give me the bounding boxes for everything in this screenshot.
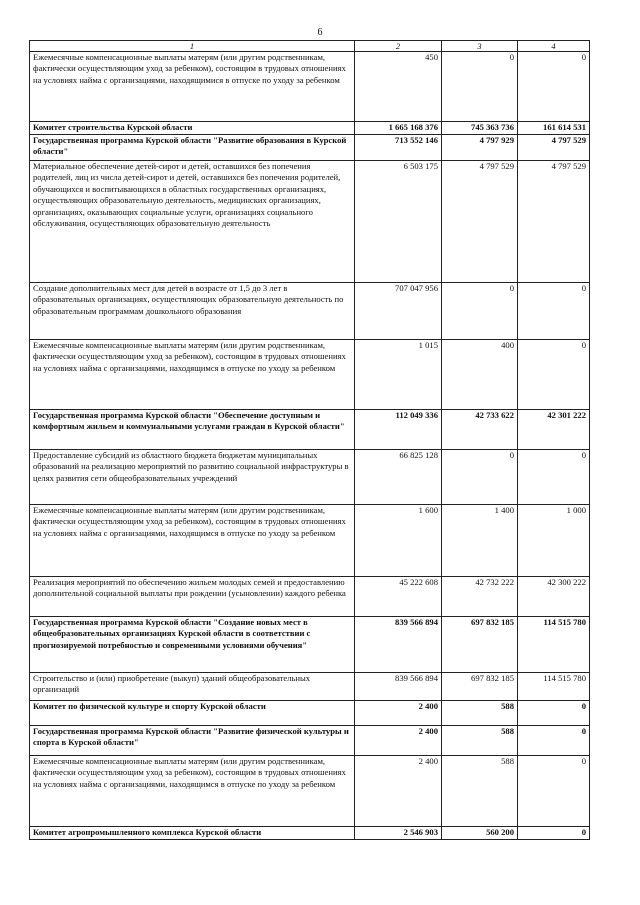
value-col4: 0 bbox=[518, 756, 590, 827]
column-header: 2 bbox=[355, 41, 442, 52]
value-col2: 1 015 bbox=[355, 340, 442, 410]
table-row bbox=[30, 450, 590, 505]
table-header-row bbox=[30, 41, 590, 52]
value-col3: 697 832 185 bbox=[442, 673, 518, 701]
row-description: Предоставление субсидий из областного бюджета бюджетам муниципальных образований на реализацию мероприятий по развитию социальной инфраструктуры в целях развития сети общеобразовательных учреждений bbox=[30, 450, 355, 505]
value-col3: 42 732 222 bbox=[442, 577, 518, 617]
table-row bbox=[30, 283, 590, 340]
value-col2: 2 400 bbox=[355, 756, 442, 827]
row-description: Государственная программа Курской области "Развитие образования в Курской области" bbox=[30, 135, 355, 161]
row-description: Создание дополнительных мест для детей в возрасте от 1,5 до 3 лет в образовательных организациях, осуществляющих образовательную деятельность по образовательным программам дошкольного образования bbox=[30, 283, 355, 340]
value-col2: 66 825 128 bbox=[355, 450, 442, 505]
value-col3: 588 bbox=[442, 756, 518, 827]
value-col4: 0 bbox=[518, 701, 590, 726]
row-description: Государственная программа Курской области "Создание новых мест в общеобразовательных организациях Курской области в соответствии с прогнозируемой потребностью и современными условиями обучения" bbox=[30, 617, 355, 673]
value-col2: 6 503 175 bbox=[355, 161, 442, 283]
value-col3: 4 797 929 bbox=[442, 135, 518, 161]
row-description: Комитет по физической культуре и спорту Курской области bbox=[30, 701, 355, 726]
value-col4: 4 797 529 bbox=[518, 135, 590, 161]
value-col4: 114 515 780 bbox=[518, 617, 590, 673]
value-col4: 0 bbox=[518, 827, 590, 840]
value-col4: 1 000 bbox=[518, 505, 590, 577]
row-description: Государственная программа Курской области "Развитие физической культуры и спорта в Курской области" bbox=[30, 726, 355, 756]
table-row bbox=[30, 122, 590, 135]
column-header: 1 bbox=[30, 41, 355, 52]
table-row bbox=[30, 340, 590, 410]
value-col2: 1 600 bbox=[355, 505, 442, 577]
value-col4: 0 bbox=[518, 450, 590, 505]
table-row bbox=[30, 673, 590, 701]
row-description: Государственная программа Курской области "Обеспечение доступным и комфортным жильем и коммунальными услугами граждан в Курской области" bbox=[30, 410, 355, 450]
value-col3: 400 bbox=[442, 340, 518, 410]
column-header: 3 bbox=[442, 41, 518, 52]
budget-table bbox=[29, 40, 590, 840]
value-col3: 697 832 185 bbox=[442, 617, 518, 673]
value-col3: 0 bbox=[442, 450, 518, 505]
row-description: Материальное обеспечение детей-сирот и детей, оставшихся без попечения родителей, лиц из числа детей-сирот и детей, оставшихся без попечения родителей, обучающихся и воспитывающихся в областных государственных организациях, осуществляющих образовательную деятельность, медицинских организациях, организациях, оказывающих социальные услуги, организациях социального обслуживания, осуществляющих образовательную деятельность bbox=[30, 161, 355, 283]
table-row bbox=[30, 726, 590, 756]
value-col4: 0 bbox=[518, 340, 590, 410]
table-row bbox=[30, 52, 590, 122]
row-description: Строительство и (или) приобретение (выкуп) зданий общеобразовательных организаций bbox=[30, 673, 355, 701]
row-description: Ежемесячные компенсационные выплаты матерям (или другим родственникам, фактически осуществляющим уход за ребенком), состоящим в трудовых отношениях на условиях найма с организациями, находящимся в отпуске по уходу за ребенком bbox=[30, 340, 355, 410]
table-row bbox=[30, 827, 590, 840]
table-row bbox=[30, 577, 590, 617]
value-col2: 112 049 336 bbox=[355, 410, 442, 450]
value-col4: 42 301 222 bbox=[518, 410, 590, 450]
table-row bbox=[30, 135, 590, 161]
value-col2: 707 047 956 bbox=[355, 283, 442, 340]
value-col2: 713 552 146 bbox=[355, 135, 442, 161]
value-col2: 2 400 bbox=[355, 726, 442, 756]
value-col3: 4 797 529 bbox=[442, 161, 518, 283]
value-col3: 588 bbox=[442, 701, 518, 726]
table-row bbox=[30, 617, 590, 673]
value-col3: 588 bbox=[442, 726, 518, 756]
value-col4: 42 300 222 bbox=[518, 577, 590, 617]
column-header: 4 bbox=[518, 41, 590, 52]
row-description: Реализация мероприятий по обеспечению жильем молодых семей и предоставлению дополнительной социальной выплаты при рождении (усыновлении) каждого ребенка bbox=[30, 577, 355, 617]
page-number: 6 bbox=[317, 27, 323, 38]
value-col2: 45 222 608 bbox=[355, 577, 442, 617]
value-col4: 4 797 529 bbox=[518, 161, 590, 283]
row-description: Ежемесячные компенсационные выплаты матерям (или другим родственникам, фактически осуществляющим уход за ребенком), состоящим в трудовых отношениях на условиях найма с организациями, находящимся в отпуске по уходу за ребенком bbox=[30, 756, 355, 827]
value-col2: 839 566 894 bbox=[355, 673, 442, 701]
table-row bbox=[30, 701, 590, 726]
row-description: Ежемесячные компенсационные выплаты матерям (или другим родственникам, фактически осуществляющим уход за ребенком), состоящим в трудовых отношениях на условиях найма с организациями, находящимся в отпуске по уходу за ребенком bbox=[30, 505, 355, 577]
value-col4: 0 bbox=[518, 52, 590, 122]
table-row bbox=[30, 410, 590, 450]
value-col3: 560 200 bbox=[442, 827, 518, 840]
row-description: Комитет агропромышленного комплекса Курской области bbox=[30, 827, 355, 840]
value-col2: 1 665 168 376 bbox=[355, 122, 442, 135]
row-description: Ежемесячные компенсационные выплаты матерям (или другим родственникам, фактически осуществляющим уход за ребенком), состоящим в трудовых отношениях на условиях найма с организациями, находящимися в отпуске по уходу за ребенком bbox=[30, 52, 355, 122]
table-row bbox=[30, 161, 590, 283]
value-col3: 745 363 736 bbox=[442, 122, 518, 135]
value-col4: 114 515 780 bbox=[518, 673, 590, 701]
value-col3: 0 bbox=[442, 52, 518, 122]
value-col4: 0 bbox=[518, 283, 590, 340]
value-col3: 42 733 622 bbox=[442, 410, 518, 450]
value-col2: 2 546 903 bbox=[355, 827, 442, 840]
value-col2: 839 566 894 bbox=[355, 617, 442, 673]
table-row bbox=[30, 756, 590, 827]
value-col4: 161 614 531 bbox=[518, 122, 590, 135]
value-col2: 450 bbox=[355, 52, 442, 122]
value-col3: 1 400 bbox=[442, 505, 518, 577]
value-col4: 0 bbox=[518, 726, 590, 756]
value-col2: 2 400 bbox=[355, 701, 442, 726]
table-row bbox=[30, 505, 590, 577]
row-description: Комитет строительства Курской области bbox=[30, 122, 355, 135]
value-col3: 0 bbox=[442, 283, 518, 340]
